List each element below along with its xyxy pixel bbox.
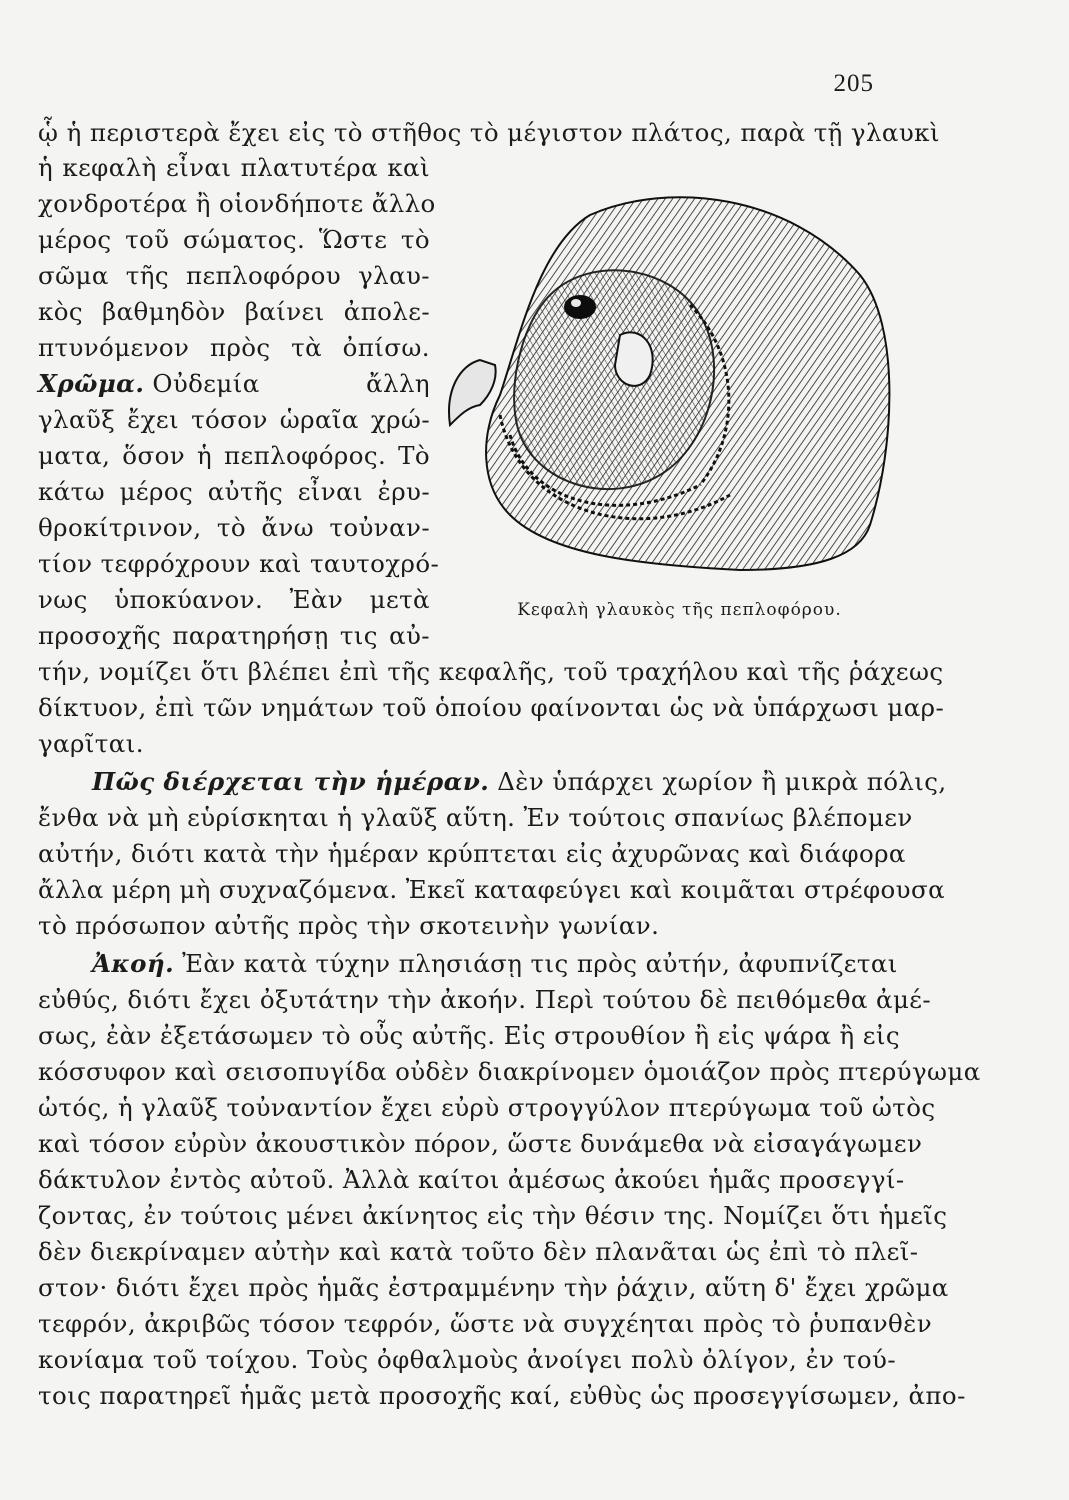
text-line: μέρος τοῦ σώματος. Ὥστε τὸ [38, 225, 430, 254]
owl-eye [564, 295, 596, 319]
text-line: τὸ πρόσωπον αὐτῆς πρὸς τὴν σκοτεινὴν γωνίαν. [38, 911, 660, 940]
text-line: εὐθύς, διότι ἔχει ὀξυτάτην τὴν ἀκοήν. Περὶ τούτου δὲ πειθόμεθα ἀμέ- [38, 985, 932, 1014]
text-line: σως, ἐὰν ἐξετάσωμεν τὸ οὖς αὐτῆς. Εἰς στρουθίον ἢ εἰς ψάρα ἢ εἰς [38, 1021, 900, 1050]
figure-caption: Κεφαλὴ γλαυκὸς τῆς πεπλοφόρου. [517, 600, 842, 620]
text-line: στον· διότι ἔχει πρὸς ἡμᾶς ἐστραμμένην τὴν ῥάχιν, αὕτη δ' ἔχει χρῶμα [38, 1273, 949, 1302]
text-line: δίκτυον, ἐπὶ τῶν νημάτων τοῦ ὁποίου φαίνονται ὡς νὰ ὑπάρχωσι μαρ- [38, 693, 945, 722]
text-line: γαρῖται. [38, 729, 144, 758]
text-line: τίον τεφρόχρουν καὶ ταυτοχρό- [38, 549, 440, 578]
section-heading: Χρῶμα. [38, 369, 145, 398]
text-line: Ἀκοή. Ἐὰν κατὰ τύχην πλησιάσῃ τις πρὸς αὐτήν, ἀφυπνίζεται [92, 949, 898, 978]
text-line: γλαῦξ ἔχει τόσον ὡραῖα χρώ- [38, 405, 430, 434]
text-line: ζοντας, ἐν τούτοις μένει ἀκίνητος εἰς τὴν θέσιν της. Νομίζει ὅτι ἡμεῖς [38, 1201, 948, 1230]
owl-head-figure [440, 185, 908, 605]
owl-beak [449, 360, 496, 425]
text-line: δάκτυλον ἐντὸς αὐτοῦ. Ἀλλὰ καίτοι ἀμέσως ἀκούει ἡμᾶς προσεγγί- [38, 1165, 905, 1194]
text-line: πτυνόμενον πρὸς τὰ ὀπίσω. [38, 333, 430, 362]
text-line: ᾧ ἡ περιστερὰ ἔχει εἰς τὸ στῆθος τὸ μέγιστον πλάτος, παρὰ τῇ γλαυκὶ [38, 118, 940, 147]
text-line: αὐτήν, διότι κατὰ τὴν ἡμέραν κρύπτεται εἰς ἀχυρῶνας καὶ διάφορα [38, 839, 906, 868]
page-number: 205 [833, 70, 874, 97]
text-line: ἡ κεφαλὴ εἶναι πλατυτέρα καὶ [38, 153, 430, 182]
text-line: σῶμα τῆς πεπλοφόρου γλαυ- [38, 261, 430, 290]
text-line: προσοχῆς παρατηρήσῃ τις αὐ- [38, 621, 430, 650]
text-line: δὲν διεκρίναμεν αὐτὴν καὶ κατὰ τοῦτο δὲν πλανᾶται ὡς ἐπὶ τὸ πλεῖ- [38, 1237, 919, 1266]
text-line: κονίαμα τοῦ τοίχου. Τοὺς ὀφθαλμοὺς ἀνοίγει πολὺ ὀλίγον, ἐν τού- [38, 1345, 896, 1374]
text-line: καὶ τόσον εὐρὺν ἀκουστικὸν πόρον, ὥστε δυνάμεθα νὰ εἰσαγάγωμεν [38, 1129, 923, 1158]
section-heading: Πῶς διέρχεται τὴν ἡμέραν. [92, 767, 490, 796]
text-line: τήν, νομίζει ὅτι βλέπει ἐπὶ τῆς κεφαλῆς, τοῦ τραχήλου καὶ τῆς ῥάχεως [38, 657, 944, 686]
text-line: Χρῶμα. Οὐδεμία ἄλλη [38, 369, 430, 398]
text-line: ματα, ὅσον ἡ πεπλοφόρος. Τὸ [38, 441, 430, 470]
text-line: ἔνθα νὰ μὴ εὑρίσκηται ἡ γλαῦξ αὕτη. Ἐν τούτοις σπανίως βλέπομεν [38, 803, 913, 832]
text-line: κὸς βαθμηδὸν βαίνει ἀπολε- [38, 297, 430, 326]
text-line: θροκίτρινον, τὸ ἄνω τοὐναν- [38, 513, 430, 542]
text-line: ἄλλα μέρη μὴ συχναζόμενα. Ἐκεῖ καταφεύγει καὶ κοιμᾶται στρέφουσα [38, 875, 946, 904]
text-line: τοις παρατηρεῖ ἡμᾶς μετὰ προσοχῆς καί, εὐθὺς ὡς προσεγγίσωμεν, ἀπο- [38, 1381, 966, 1410]
text-line: κόσσυφον καὶ σεισοπυγίδα οὐδὲν διακρίνομεν ὁμοιάζον πρὸς πτερύγωμα [38, 1057, 981, 1086]
owl-head-illustration [440, 185, 908, 605]
text-line: νως ὑποκύανον. Ἐὰν μετὰ [38, 585, 430, 614]
text-line: ὠτός, ἡ γλαῦξ τοὐναντίον ἔχει εὐρὺ στρογγύλον πτερύγωμα τοῦ ὠτὸς [38, 1093, 936, 1122]
ear-opening [615, 332, 653, 386]
section-heading: Ἀκοή. [92, 949, 175, 978]
text-line: κάτω μέρος αὐτῆς εἶναι ἐρυ- [38, 477, 430, 506]
text-line: τεφρόν, ἀκριβῶς τόσον τεφρόν, ὥστε νὰ συγχέηται πρὸς τὸ ῥυπανθὲν [38, 1309, 933, 1338]
text-line: Πῶς διέρχεται τὴν ἡμέραν. Δὲν ὑπάρχει χωρίον ἢ μικρὰ πόλις, [92, 767, 947, 796]
text-line: χονδροτέρα ἢ οἱονδήποτε ἄλλο [38, 189, 436, 218]
